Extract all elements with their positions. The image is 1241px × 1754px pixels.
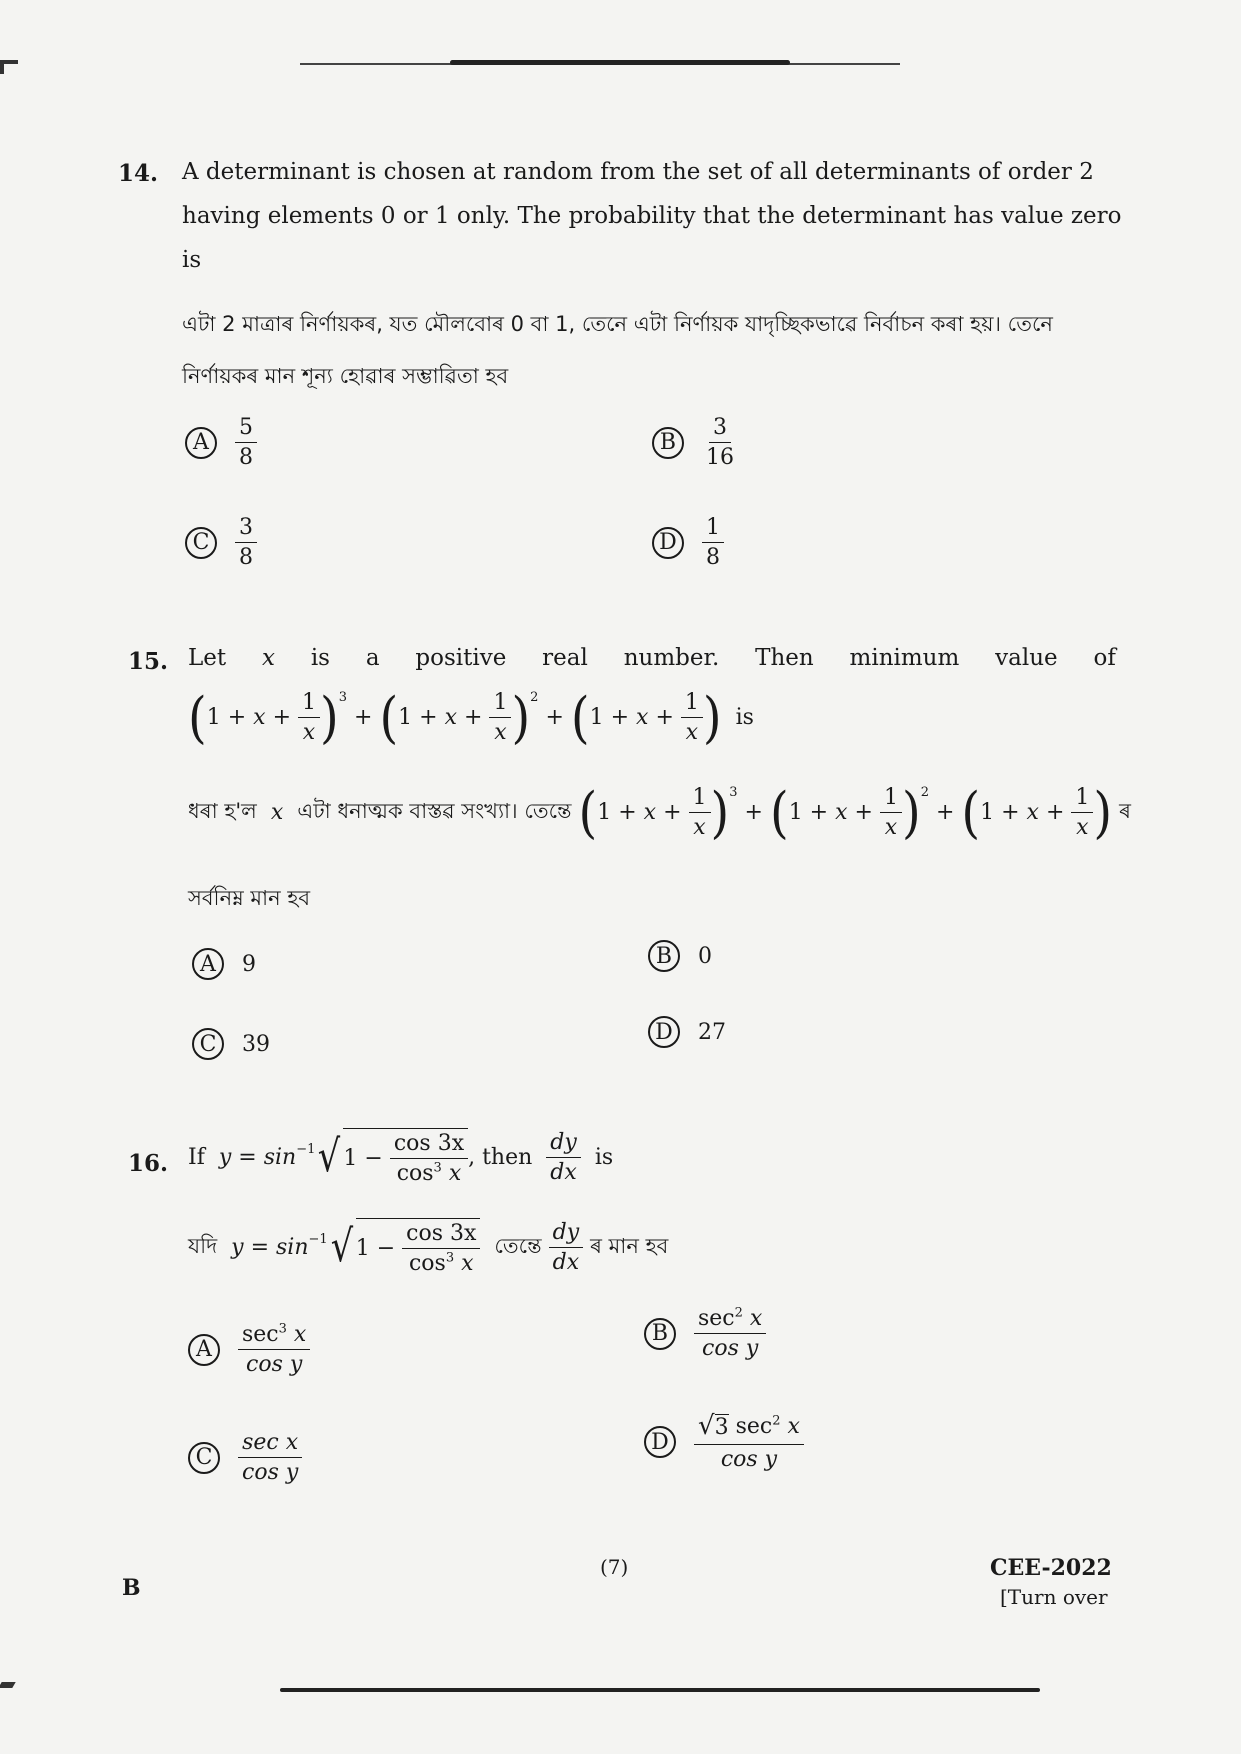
question-14-assamese-line: এটা 2 মাত্ৰাৰ নিৰ্ণায়কৰ, যত মৌলবোৰ 0 বা 1, তেনে এটা নিৰ্ণায়ক যাদৃচ্ছিকভাৱে নিৰ্বাচন কৰা হয়। তেনে [182, 312, 1053, 336]
fraction-denominator: 8 [706, 545, 720, 571]
option-value: 9 [242, 951, 256, 977]
option-fraction: $\frac{\sec^2 x}{\text{cos y}}$ [694, 1306, 766, 1362]
option-letter-b: B [648, 940, 680, 972]
option-letter-d: D [644, 1426, 676, 1458]
option-letter-a: A [188, 1334, 220, 1366]
word: minimum [849, 645, 960, 671]
option-letter-b: B [644, 1318, 676, 1350]
fraction-numerator: 3 [709, 415, 731, 443]
option-fraction: $\frac{\sec^3 x}{\text{cos y}}$ [238, 1322, 310, 1378]
option-letter-a: A [185, 427, 217, 459]
question-14-option-b[interactable] [652, 415, 738, 471]
question-15-option-d[interactable] [648, 1016, 726, 1048]
fraction-denominator: 8 [239, 445, 253, 471]
turn-over-note: [Turn over [1000, 1585, 1108, 1609]
question-16-english: If y = sin $^{-1}$ √ 1 − $\frac{\cos 3x}{\cos^3 x}$ , then $\frac{dy}{dx}$ is [188, 1129, 614, 1187]
fraction-denominator: 16 [706, 445, 734, 471]
question-15-english-line1 [188, 636, 1116, 680]
question-14-assamese-line: নিৰ্ণায়কৰ মান শূন্য হোৱাৰ সম্ভাৱিতা হব [182, 364, 509, 388]
option-fraction [235, 415, 257, 471]
option-value: 27 [698, 1019, 726, 1045]
question-14-option-c[interactable] [185, 515, 257, 571]
option-letter-c: C [185, 527, 217, 559]
word: of [1093, 645, 1116, 671]
question-15-assamese-line2: সৰ্বনিম্ন মান হব [188, 886, 311, 910]
question-14-assamese [182, 298, 1132, 402]
word: positive [415, 645, 507, 671]
option-fraction [702, 515, 724, 571]
question-15-option-b[interactable] [648, 940, 712, 972]
question-15-expression: ( 1 + x + $\frac{1}{x}$ ) $^3$ + ( 1 + x + $\frac{1}{x}$ ) $^2$ + ( 1 + x + $\frac{1}{x}$ ) is [188, 685, 754, 750]
question-15-option-c[interactable] [192, 1028, 270, 1060]
question-16-option-d[interactable] [644, 1412, 804, 1472]
fraction-numerator: 3 [235, 515, 257, 543]
word: value [995, 645, 1058, 671]
option-letter-d: D [648, 1016, 680, 1048]
question-16-number: 16. [128, 1150, 169, 1177]
question-14-number: 14. [118, 160, 159, 187]
option-letter-a: A [192, 948, 224, 980]
question-14-option-a[interactable] [185, 415, 257, 471]
fraction-numerator: 1 [702, 515, 724, 543]
fraction-numerator: 5 [235, 415, 257, 443]
option-letter-b: B [652, 427, 684, 459]
question-15-number: 15. [128, 648, 169, 675]
question-14-english-line: A determinant is chosen at random from the set of all determinants of order 2 [182, 159, 1094, 185]
question-16-option-b[interactable] [644, 1306, 766, 1362]
word: Let [188, 645, 227, 671]
word: is [310, 645, 330, 671]
page-number: (7) [600, 1555, 629, 1579]
option-letter-d: D [652, 527, 684, 559]
exam-code: CEE-2022 [990, 1555, 1112, 1581]
question-16-option-c[interactable] [188, 1430, 302, 1486]
scan-mark [0, 60, 4, 74]
option-value: 0 [698, 943, 712, 969]
question-16-assamese: যদি y = sin $^{-1}$ √ 1 − $\frac{\cos 3x}{\cos^3 x}$ তেন্তে $\frac{dy}{dx}$ ৰ মান হব [188, 1219, 669, 1277]
option-fraction: √ 3 $\sec^2 x$ cos y [694, 1412, 804, 1472]
booklet-series: B [122, 1575, 141, 1601]
question-14-english [182, 150, 1132, 282]
word: a [365, 645, 380, 671]
question-14-english-line: having elements 0 or 1 only. The probability that the determinant has value zero [182, 203, 1122, 229]
option-letter-c: C [192, 1028, 224, 1060]
question-14-option-d[interactable] [652, 515, 724, 571]
question-15-option-a[interactable] [192, 948, 256, 980]
question-14-english-line: is [182, 247, 202, 273]
option-fraction [235, 515, 257, 571]
bottom-rule [280, 1688, 1040, 1692]
word: number. [623, 645, 720, 671]
word: x [261, 645, 275, 671]
top-rule-thick [450, 60, 790, 65]
word: real [542, 645, 588, 671]
option-letter-c: C [188, 1442, 220, 1474]
option-value: 39 [242, 1031, 270, 1057]
word: Then [755, 645, 814, 671]
scan-mark [0, 1682, 16, 1688]
question-16-option-a[interactable] [188, 1322, 310, 1378]
question-15-assamese-expression: ধৰা হ'ল x এটা ধনাত্মক বাস্তৱ সংখ্যা। তেন্তে ( 1 + x + $\frac{1}{x}$ ) $^3$ + ( 1 + x + $\frac{1}{x}$ ) $^2$ + ( 1 + x + $\frac{1}{x}$ ) ৰ [188, 780, 1131, 845]
option-fraction [702, 415, 738, 471]
option-fraction: $\frac{\text{sec x}}{\text{cos y}}$ [238, 1430, 302, 1486]
fraction-denominator: 8 [239, 545, 253, 571]
